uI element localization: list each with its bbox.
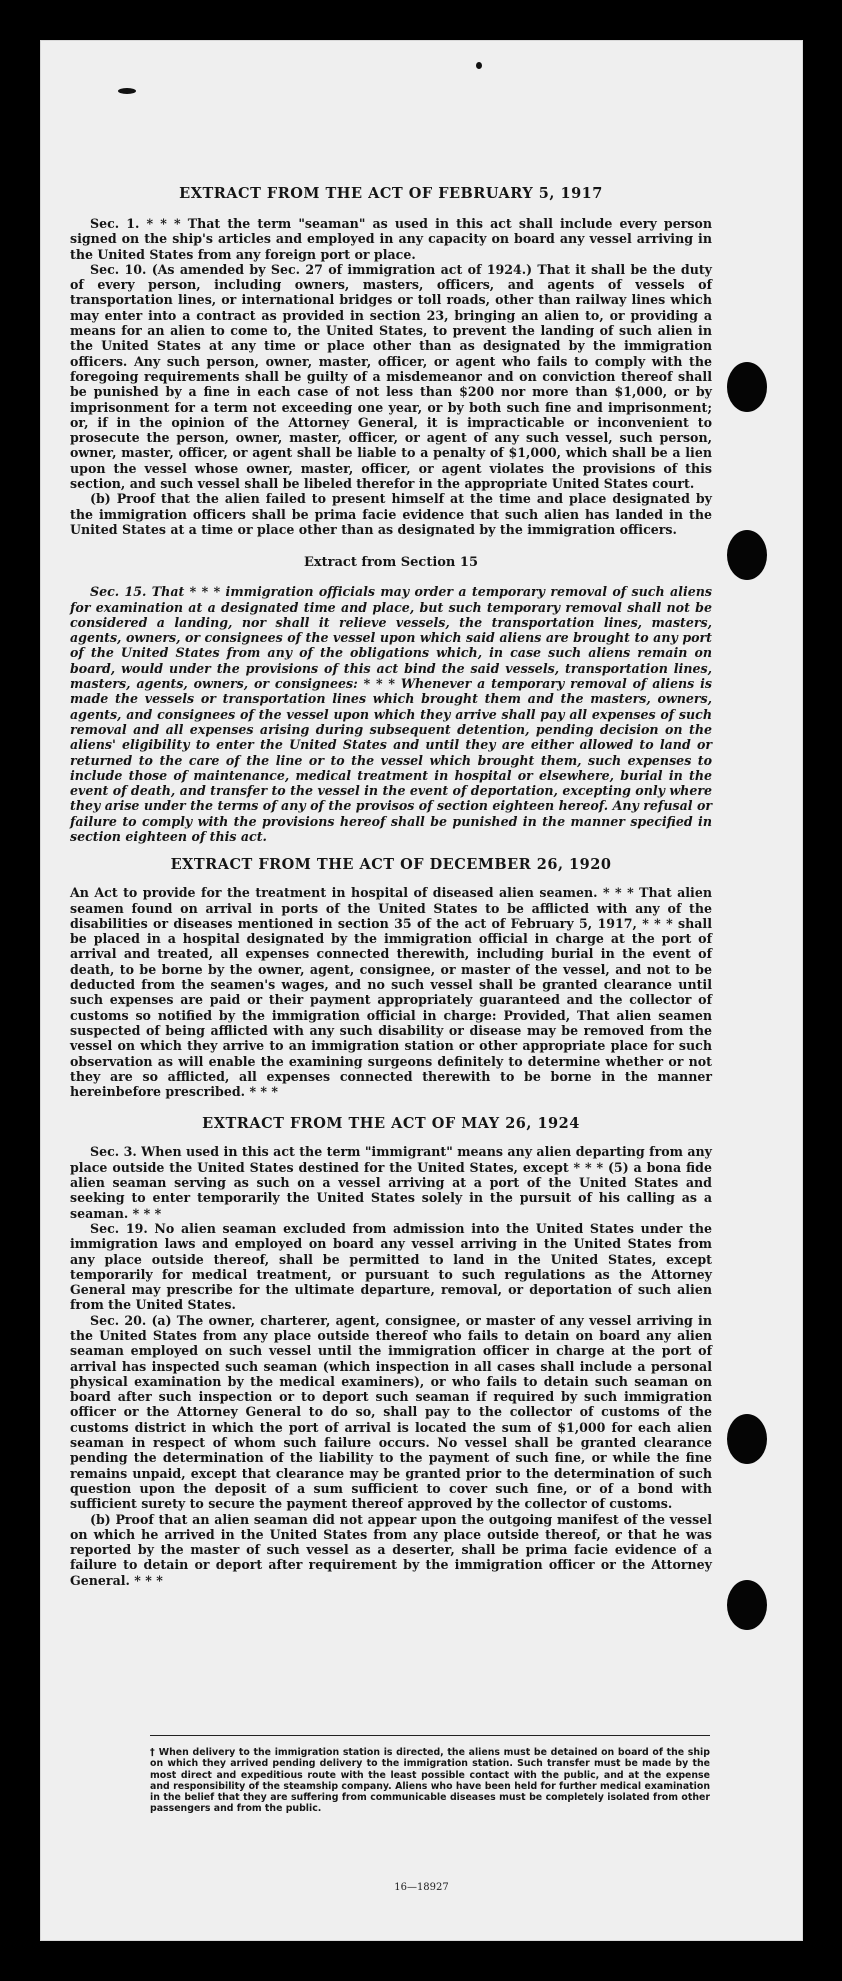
heading-act-1920: EXTRACT FROM THE ACT OF DECEMBER 26, 1920 [170, 856, 612, 874]
section-1-text: Sec. 1. * * * That the term "seaman" as used in this act shall include every person signed on the ship's articles and employed in any capacity on board any vessel arriving in the United States from any foreign port or place. [70, 216, 712, 262]
section-10b-text: (b) Proof that the alien failed to present himself at the time and place designated by the immigration officers shall be prima facie evidence that such alien has landed in the United States at a time or place other than as designated by the immigration officers. [70, 491, 712, 537]
heading-section-15: Extract from Section 15 [303, 555, 479, 571]
section-20a-text: Sec. 20. (a) The owner, charterer, agent, consignee, or master of any vessel arriving in the United States from any place outside thereof who fails to detain on board any alien seaman employed on such vessel until the immigration officer in charge at the port of arrival has inspected such seaman (which inspection in all cases shall include a personal physical examination by the medical examiners), or who fails to detain such seaman on board after such inspection or to deport such seaman if required by such immigration officer or the Attorney General to do so, shall pay to the collector of customs of the customs district in which the port of arrival is located the sum of $1,000 for each alien seaman in respect of whom such failure occurs. No vessel shall be granted clearance pending the determination of the liability to the payment of such fine, or while the fine remains unpaid, except that clearance may be granted prior to the determination of such question upon the deposit of a sum sufficient to cover such fine, or of a bond with sufficient surety to secure the payment thereof approved by the collector of customs. [70, 1312, 712, 1512]
heading-act-1924: EXTRACT FROM THE ACT OF MAY 26, 1924 [202, 1115, 580, 1133]
section-10-text: Sec. 10. (As amended by Sec. 27 of immigration act of 1924.) That it shall be the duty of every person, including owners, masters, officers, and agents of vessels of transportation lines, or international bridges or toll roads, other than railway lines which may enter into a contract as provided in section 23, bringing an alien to, or providing a means for an alien to come to, the United States, to prevent the landing of such alien in the United States at any time or place other than as designated by the immigration officers. Any such person, owner, master, officer, or agent who fails to comply with the foregoing requirements shall be guilty of a misdemeanor and on conviction thereof shall be punished by a fine in each case of not less than $200 nor more than $1,000, or by imprisonment for a term not exceeding one year, or by both such fine and imprisonment; or, if in the opinion of the Attorney General, it is impracticable or inconvenient to prosecute the person, owner, master, officer, or agent of any such vessel, such person, owner, master, officer, or agent shall be liable to a penalty of $1,000, which shall be a lien upon the vessel whose owner, master, officer, or agent violates the provisions of this section, and such vessel shall be libeled therefor in the appropriate United States court. [70, 261, 712, 492]
section-19-text: Sec. 19. No alien seaman excluded from admission into the United States under the immigration laws and employed on board any vessel arriving in the United States from any place outside thereof, shall be permitted to land in the United States, except temporarily for medical treatment, or pursuant to such regulations as the Attorney General may prescribe for the ultimate departure, removal, or deportation of such alien from the United States. [70, 1220, 712, 1313]
ink-speck [476, 62, 482, 69]
punch-hole [727, 1414, 767, 1464]
heading-act-1917: EXTRACT FROM THE ACT OF FEBRUARY 5, 1917 [179, 185, 603, 202]
section-20b-text: (b) Proof that an alien seaman did not appear upon the outgoing manifest of the vessel on which he arrived in the United States from any place outside thereof, or that he was reported by the master of such vessel as a deserter, shall be prima facie evidence of a failure to detain or deport after requirement by the immigration officer or the Attorney General. * * * [70, 1511, 712, 1588]
form-code: 16—18927 [394, 1882, 449, 1893]
act-1920-text: An Act to provide for the treatment in hospital of diseased alien seamen. * * * That alien seamen found on arrival in ports of the United States to be afflicted with any of the disabilities or diseases mentioned in section 35 of the act of February 5, 1917, * * * shall be placed in a hospital designated by the immigration official in charge at the port of arrival and treated, all expenses connected therewith, including burial in the event of death, to be borne by the owner, agent, consignee, or master of the vessel, and not to be deducted from the seamen's wages, and no such vessel shall be granted clearance until such expenses are paid or their payment appropriately guaranteed and the collector of customs so notified by the immigration official in charge: Provided, That alien seamen suspected of being afflicted with any such disability or disease may be removed from the vessel on which they arrive to an immigration station or other appropriate place for such observation as will enable the examining surgeons definitely to determine whether or not they are so afflicted, all expenses connected therewith to be borne in the manner hereinbefore prescribed. * * * [70, 885, 712, 1100]
ink-speck [118, 88, 136, 94]
footnote-divider [150, 1735, 710, 1736]
footnote: † When delivery to the immigration station is directed, the aliens must be detained on board of the ship on which they arrived pending delivery to the immigration station. Such transfer must be made by the most direct and expeditious route with the least possible contact with the public, and at the expense and responsibility of the steamship company. Aliens who have been held for further medical examination in the belief that they are suffering from communicable diseases must be completely isolated from other passengers and from the public. [150, 1747, 710, 1815]
section-3-text: Sec. 3. When used in this act the term "immigrant" means any alien departing from any place outside the United States destined for the United States, except * * * (5) a bona fide alien seaman serving as such on a vessel arriving at a port of the United States and seeking to enter temporarily the United States solely in the pursuit of his calling as a seaman. * * * [70, 1144, 712, 1221]
punch-hole [727, 362, 767, 412]
punch-hole [727, 1580, 767, 1630]
section-15-text: Sec. 15. That * * * immigration officials may order a temporary removal of such aliens for examination at a designated time and place, but such temporary removal shall not be considered a landing, nor shall it relieve vessels, the transportation lines, masters, agents, owners, or consignees of the vessel upon which said aliens are brought to any port of the United States from any of the obligations which, in case such aliens remain on board, would under the provisions of this act bind the said vessels, transportation lines, masters, agents, owners, or consignees: * * * Whenever a temporary removal of aliens is made the vessels or transportation lines which brought them and the masters, owners, agents, and consignees of the vessel upon which they arrive shall pay all expenses of such removal and all expenses arising during subsequent detention, pending decision on the aliens' eligibility to enter the United States and until they are either allowed to land or returned to the care of the line or to the vessel which brought them, such expenses to include those of maintenance, medical treatment in hospital or elsewhere, burial in the event of death, and transfer to the vessel in the event of deportation, excepting only where they arise under the terms of any of the provisos of section eighteen hereof. Any refusal or failure to comply with the provisions hereof shall be punished in the manner specified in section eighteen of this act. [70, 584, 712, 844]
document-body [70, 185, 712, 1588]
punch-hole [727, 530, 767, 580]
